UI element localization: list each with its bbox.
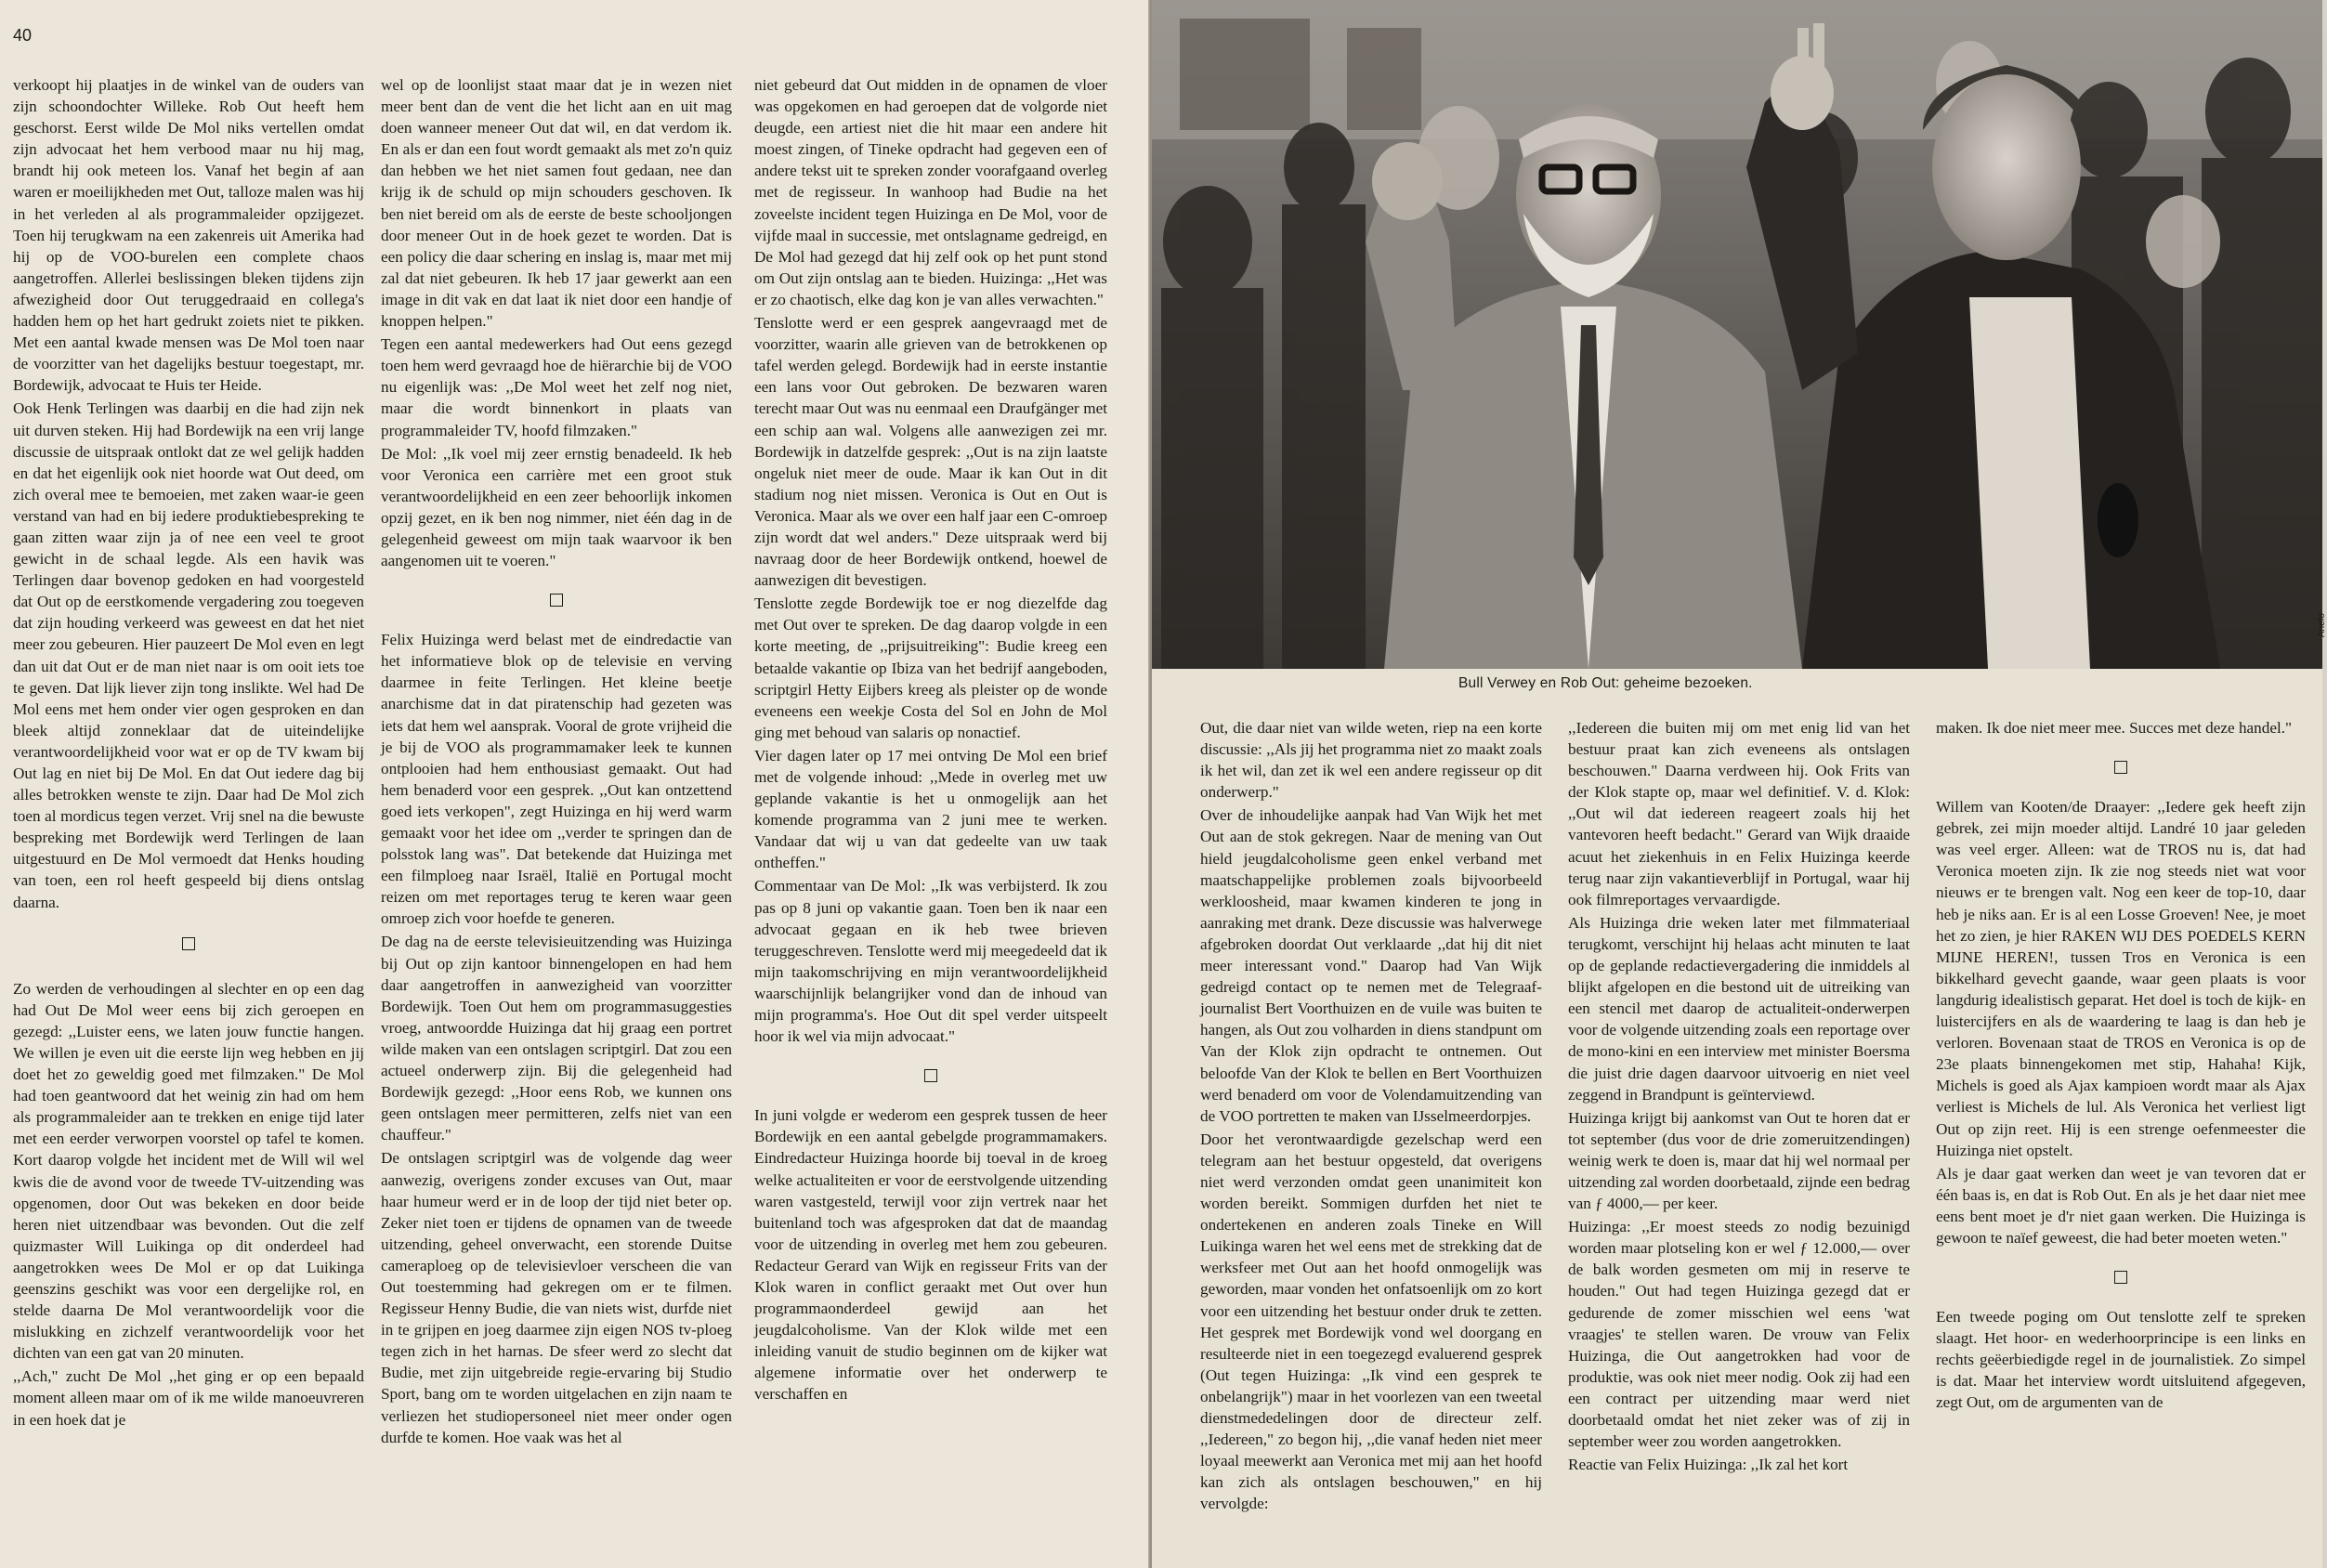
paragraph: niet gebeurd dat Out midden in de opnamen de vloer was opgekomen en had geroepen dat de volgorde niet deugde, een artiest niet die hit maar een andere hit moest zingen, of Tineke opdracht had gegeven een of andere tekst uit te spreken zonder voorafgaand overleg met de regisseur. In wanhoop had Budie na het zoveelste incident tegen Huizinga en De Mol, voor de vijfde maal in successie, met ontslagname gedreigd, en De Mol had gezegd dat hij zelf ook op het punt stond om Out zijn ontslag aan te bieden. Huizinga: ,,Het was er zo chaotisch, elke dag kon je van alles verwachten." xyxy=(754,76,1107,308)
section-separator xyxy=(550,594,563,607)
section-separator xyxy=(924,1069,937,1082)
paragraph: Tenslotte werd er een gesprek aangevraagd met de voorzitter, waarin alle grieven van de betrokkenen op tafel werden gelegd. Bordewijk had in eerste instantie een lans voor Out gebroken. De bezwaren waren terecht maar Out was nu eenmaal een Draufgänger met een schip aan wal. Volgens alle aanwezigen zei mr. Bordewijk in datzelfde gesprek: ,,Out is na zijn laatste ongeluk niet meer de oude. Maar ik kan Out in dit stadium nog niet missen. Veronica is Out en Out is Veronica. Maar als we over een half jaar een C-omroep zijn wordt dat wel anders." Deze uitspraak werd bij navraag door de heer Bordewijk ontkend, hoewel de aanwezigen dit bevestigen. xyxy=(754,314,1107,590)
left-column-1 xyxy=(13,74,364,1432)
paragraph: Out, die daar niet van wilde weten, riep na een korte discussie: ,,Als jij het programma niet zo maakt zoals ik het wil, dan zet ik wel een andere regisseur op dit onderwerp." xyxy=(1200,719,1542,802)
paragraph: Vier dagen later op 17 mei ontving De Mol een brief met de volgende inhoud: ,,Mede in overleg met uw geplande vakantie is het u onmogelijk aan het komende programma van 2 juni mee te werken. Vandaar dat wij u van dat gedeelte van uw taak ontheffen." xyxy=(754,746,1107,872)
paragraph: De dag na de eerste televisieuitzending was Huizinga bij Out op zijn kantoor binnengelopen en had hem daar aangetroffen in aanwezigheid van voorzitter Bordewijk. Toen Out hem om programmasuggesties vroeg, antwoordde Huizinga dat hij graag een portret wilde maken van een ontslagen scriptgirl. Dat zou een actueel onderwerp zijn. Bij die gelegenheid had Bordewijk gezegd: ,,Hoor eens Rob, we kunnen ons geen ontslagen meer permitteren, zelfs niet van een chauffeur." xyxy=(381,933,732,1144)
paragraph: Als Huizinga drie weken later met filmmateriaal terugkomt, verschijnt hij helaas acht minuten te laat op de geplande redactievergadering die inmiddels al blijkt afgelopen en die bestond uit de uitreiking van een stencil met daarop de actualiteit-onderwerpen voor de volgende uitzending zoals een reportage over de mono-kini en een interview met minister Boersma die juist drie dagen daarvoor uitvoerig en niet veel zeggend in Brandpunt is geïnterviewd. xyxy=(1568,913,1910,1104)
paragraph: Ook Henk Terlingen was daarbij en die had zijn nek uit durven steken. Hij had Bordewijk na een vrij lange discussie de uitspraak ontlokt dat ze wel gelijk hadden en dat het eigenlijk ook niet hoorde wat Out deed, om zich overal mee te bemoeien, met zaken waar-ie geen verstand van had en bij iedere produktiebespreking te gaan zitten waar zijn ja of nee een veel te groot gewicht in de schaal legde. Als een havik was Terlingen daar bovenop gedoken en had voorgesteld dat Out op de eerstkomende vergadering zou toegeven dat zijn houding verkeerd was geweest en dat het niet meer zou gebeuren. Hier pauzeert De Mol even en legt dan uit dat Out er de man niet naar is om ooit iets toe te geven. Dat lijk liever zijn tong inslikte. Wel had De Mol eens met hem onder vier ogen gesproken en dan bleek altijd zonneklaar dat de uiteindelijke verantwoordelijkheid voor wat er op de TV kwam bij Out lag en niet bij De Mol. En dat Out iedere dag bij alles betrokken wenste te zijn. Daar had De Mol zich toen al mordicus tegen verzet. Vrij snel na die bewuste bespreking met Bordewijk werd Terlingen de laan uitgestuurd en De Mol vermoedt dat Henks houding van toen, een rol heeft gespeeld bij diens ontslag daarna. xyxy=(13,399,364,911)
paragraph: Zo werden de verhoudingen al slechter en op een dag had Out De Mol weer eens bij zich geroepen en gezegd: ,,Luister eens, we laten jouw functie hangen. We willen je even uit die eerste lijn weg hebben en jij doet het zo geweldig goed met filmzaken." De Mol had toen geantwoord dat het weinig zin had om hem als programmaleider aan te trekken en enige tijd later met een eerder verworpen voorstel op tafel te komen. Kort daarop volgde het incident met de Will wil wel kwis die de avond voor de tweede TV-uitzending was opgenomen, door Out was bekeken en door beide heren niet uitzendbaar was bevonden. Out die zelf quizmaster Will Luikinga op dit onderdeel had aangetrokken wees De Mol er op dat Luikinga geenszins geschikt was voor een dergelijke rol, en stelde daarna De Mol verantwoordelijk voor die mislukking en zichzelf verantwoordelijk voor het dichten van een gat van 20 minuten. xyxy=(13,979,364,1363)
photo-caption: Bull Verwey en Rob Out: geheime bezoeken. xyxy=(1458,675,1753,691)
paragraph: wel op de loonlijst staat maar dat je in wezen niet meer bent dan de vent die het licht aan en uit mag doen wanneer meneer Out dat wil, en dat verdom ik. En als er dan een fout wordt gemaakt als met zo'n quiz dan hebben we het niet samen fout gedaan, nee dan krijg ik de schuld op mijn schouders geschoven. Ik ben niet bereid om als de eerste de beste schooljongen door meneer Out in de hoek gezet te worden. Dat is een policy die daar schering en inslag is, maar met mij zal dat niet gebeuren. Ik heb 17 jaar gewerkt aan een image in dit vak en dat laat ik niet door een handje of knoppen helpen." xyxy=(381,76,732,331)
right-page xyxy=(1152,0,2327,1568)
paragraph: De ontslagen scriptgirl was de volgende dag weer aanwezig, overigens zonder excuses van Out, maar haar humeur werd er in de loop der tijd niet beter op. Zeker niet toen er tijdens de opnamen van de tweede uitzending, geheel onverwacht, een storende Duitse cameraploeg op de televisievloer verscheen die van Out toestemming had gekregen om er te filmen. Regisseur Henny Budie, die van niets wist, durfde niet in te grijpen en joeg daarmee zijn eigen NOS tv-ploeg tegen zich in het harnas. De sfeer werd zo slecht dat Budie, met zijn uitgebreide regie-ervaring bij Studio Sport, bang om te worden uitgelachen en zijn naam te verliezen het studiopersoneel niet meer onder ogen durfde te komen. Hoe vaak was het al xyxy=(381,1149,732,1446)
paragraph: Door het verontwaardigde gezelschap werd een telegram aan het bestuur opgesteld, dat overigens niet werd verzonden omdat geen unanimiteit kon worden bereikt. Sommigen durfden het niet te ondertekenen en anderen zoals Tineke en Will Luikinga waren het wel eens met de strekking dat de werksfeer met Out aan het hoofd onmogelijk was geworden, maar vonden het onfatsoenlijk om zo kort voor een uitzending het bestuur onder druk te zetten. Het gesprek met Bordewijk vond wel doorgang en resulteerde niet in een toegezegd evaluerend gesprek (Out tegen Huizinga: ,,Ik vind een gesprek te onbelangrijk") maar in het voorlezen van een tweetal dienstmededelingen door de directeur zelf. ,,Iedereen," zo begon hij, ,,die vanaf heden niet meer loyaal meewerkt aan Veronica met mij aan het hoofd kan zich als ontslagen beschouwen," en hij vervolgde: xyxy=(1200,1130,1542,1513)
paragraph: Tenslotte zegde Bordewijk toe er nog diezelfde dag met Out over te spreken. De dag daarop volgde in een korte meeting, de ,,prijsuitreiking": Budie kreeg een betaalde vakantie op Ibiza van het bedrijf aangeboden, scriptgirl Hetty Eijbers kreeg als pleister op de wonde eveneens een weekje Costa del Sol en John de Mol ging met behoud van salaris op nonactief. xyxy=(754,595,1107,741)
section-separator xyxy=(2114,1271,2127,1284)
section-separator xyxy=(182,937,195,950)
left-column-2 xyxy=(381,74,732,1450)
paragraph: Commentaar van De Mol: ,,Ik was verbijsterd. Ik zou pas op 8 juni op vakantie gaan. Toen ben ik naar een advocaat gegaan en ik heb twee brieven teruggeschreven. Tenslotte werd mij meegedeeld dat ik mijn taakomschrijving en mijn verantwoordelijkheid waarschijnlijk belangrijker vond dan de inhoud van mijn programma's. Hoe Out dit spel verder uitspeelt hoor ik wel via mijn advocaat." xyxy=(754,877,1107,1046)
paragraph: De Mol: ,,Ik voel mij zeer ernstig benadeeld. Ik heb voor Veronica een carrière met een groot stuk verantwoordelijkheid en een zeer behoorlijk inkomen opzij gezet, en ik ben nog nimmer, niet één dag in de gelegenheid geweest om mijn taak waarvoor ik ben aangenomen uit te voeren." xyxy=(381,444,732,570)
paragraph: Huizinga krijgt bij aankomst van Out te horen dat er tot september (dus voor de drie zomeruitzendingen) weinig werk te doen is, maar dat hij wel normaal per uitzending zal worden doorbetaald, zijnde een bedrag van ƒ 4000,— per keer. xyxy=(1568,1108,1910,1213)
paragraph: Reactie van Felix Huizinga: ,,Ik zal het kort xyxy=(1568,1456,1849,1474)
right-column-2 xyxy=(1568,717,1910,1477)
paragraph: In juni volgde er wederom een gesprek tussen de heer Bordewijk en een aantal gebelgde programmamakers. Eindredacteur Huizinga hoorde bij toeval in de kroeg welke actualiteiten er voor de eerstvolgende uitzending waren vastgesteld, terwijl voor zijn vertrek naar het buitenland toch was afgesproken dat dat de maandag voor de uitzending in overleg met hem zou gebeuren. Redacteur Gerard van Wijk en regisseur Frits van der Klok waren in conflict geraakt met Out over hun programmaonderdeel gewijd aan het jeugdalcoholisme. Van der Klok wilde met een inleiding vanuit de studio beginnen om de kijker wat algemene informatie over het onderwerp te verschaffen en xyxy=(754,1106,1107,1404)
section-separator xyxy=(2114,761,2127,774)
paragraph: verkoopt hij plaatjes in de winkel van de ouders van zijn schoondochter Willeke. Rob Out heeft hem geschorst. Eerst wilde De Mol niks vertellen omdat zijn advocaat het hem verbood maar nu hij mag, brandt hij ook meteen los. Vanaf het begin af aan waren er moeilijkheden met Out, talloze malen was hij in het verleden al als programmaleider opzijgezet. Toen hij terugkwam na een zakenreis uit Amerika had hij op de VOO-burelen een complete chaos aangetroffen. Allerlei beslissingen bleken tijdens zijn afwezigheid door Out teruggedraaid en collega's hadden hem op het hart gedrukt zoiets niet te pikken. Met een aantal kwade mensen was De Mol toen naar de voorzitter van het dagelijks bestuur toegestapt, mr. Bordewijk, advocaat te Huis ter Heide. xyxy=(13,76,364,395)
paragraph: ,,Iedereen die buiten mij om met enig lid van het bestuur praat kan zich eveneens als ontslagen beschouwen." Daarna verdween hij. Ook Frits van der Klok stapte op, maar wel definitief. V. d. Klok: ,,Out wil dat iedereen reageert zoals hij het vantevoren heeft bedacht." Gerard van Wijk draaide acuut het ziekenhuis in en Felix Huizinga keerde terug naar zijn vakantieverblijf in Portugal, waar hij ook filmreportages vervaardigde. xyxy=(1568,719,1910,908)
photo-credit: Anefo xyxy=(2317,613,2327,638)
news-photo xyxy=(1152,0,2322,669)
paragraph: Felix Huizinga werd belast met de eindredactie van het informatieve blok op de televisie en verving daarmee in feite Terlingen. Het kleine beetje anarchisme dat in dat piratenschip had gezeten was iets dat hem wel aansprak. Vooral de grote vrijheid die je bij de VOO als programmamaker leek te kunnen ontplooien had hem enthousiast gemaakt. Out had hem benaderd voor een gesprek. ,,Out kan ontzettend goed iets verkopen", zegt Huizinga en hij werd warm gemaakt voor het idee om ,,verder te springen dan de polsstok lang was". Dat betekende dat Huizinga met een filmploeg naar Israël, Italië en Portugal mocht reizen om met reportages terug te keren waar geen omroep zich voor hoefde te generen. xyxy=(381,631,732,928)
page-number: 40 xyxy=(13,26,33,45)
paragraph: ,,Ach," zucht De Mol ,,het ging er op een bepaald moment alleen maar om of ik me wilde manoeuvreren in een hoek dat je xyxy=(13,1367,364,1429)
paragraph: Willem van Kooten/de Draayer: ,,Iedere gek heeft zijn gebrek, zei mijn moeder altijd. Landré 10 jaar geleden was veel erger. Alleen: wat de TROS nu is, dat had Veronica moeten zijn. Ik zie nog steeds niet wat voor nieuws er te brengen valt. Nog een keer de top-10, daar heb je niks aan. Er is al een Losse Groeven! Nee, je moet het zo zien, je hier RAKEN WIJ DES POEDELS KERN MIJNE HEREN!, tussen Tros en Veronica is een bikkelhard gevecht gaande, waar geen plaats is voor langdurig idealistisch geparat. Het doel is toch de kijk- en luistercijfers en als de waardering te laag is dan heb je verloren. Bovenaan staat de TROS en Veronica is op de 23e plaats binnengekomen met stip, Hahaha! Kijk, Michels is goed als Ajax kampioen wordt maar als Ajax verliest is Michels de lul. Als Veronica het verliest ligt Out op zijn reet. Hij is een strenge oefenmeester die Huizinga niet opstelt. xyxy=(1936,798,2306,1159)
paragraph: maken. Ik doe niet meer mee. Succes met deze handel." xyxy=(1936,719,2293,737)
left-column-3 xyxy=(754,74,1107,1407)
right-column-3 xyxy=(1936,717,2306,1416)
paragraph: Huizinga: ,,Er moest steeds zo nodig bezuinigd worden maar plotseling kon er wel ƒ 12.000,— over de balk worden gesmeten om mij in reserve te houden." Out had tegen Huizinga gezegd dat er gedurende de zomer misschien wel eens 'wat vraagjes' te stellen waren. De vrouw van Felix Huizinga, die Out aangetrokken had voor de produktie, was ook niet meer nodig. Ook zij had een een contract per uitzending maar werd niet doorbetaald omdat het niet zeker was of zij in september weer zou worden aangetrokken. xyxy=(1568,1218,1910,1451)
paragraph: Over de inhoudelijke aanpak had Van Wijk het met Out aan de stok gekregen. Naar de mening van Out hield jeugdalcoholisme geen enkel verband met maatschappelijke problemen zoals bijvoorbeeld werkloosheid, maar kwamen kinderen te jong in aanraking met drank. Deze discussie was halverwege afgebroken doordat Out verklaarde ,,dat hij dit niet meer interessant vond." Daarop had Van Wijk gedreigd contact op te nemen met de Telegraaf-journalist Bert Voorthuizen en de vuile was buiten te hangen, als Out zou volharden in diens standpunt om Van der Klok zijn opdracht te ontnemen. Out beloofde Van der Klok te bellen en Bert Voorthuizen werd benaderd om voor de Volendamuitzending van de VOO portretten te maken van IJsselmeerdorpjes. xyxy=(1200,806,1542,1125)
right-column-1 xyxy=(1200,717,1542,1516)
left-page xyxy=(0,0,1150,1568)
paragraph: Als je daar gaat werken dan weet je van tevoren dat er één baas is, en dat is Rob Out. En als je het daar niet mee eens bent moet je d'r niet gaan werken. Die Huizinga is gewoon te naïef geweest, die had beter moeten weten." xyxy=(1936,1164,2306,1247)
paragraph: Een tweede poging om Out tenslotte zelf te spreken slaagt. Het hoor- en wederhoorprincipe is een links en rechts geëerbiedigde regel in de journalistiek. Zo simpel is dat. Maar het interview wordt uitsluitend afgegeven, zegt Out, om de argumenten van de xyxy=(1936,1308,2306,1412)
paragraph: Tegen een aantal medewerkers had Out eens gezegd toen hem werd gevraagd hoe de hiërarchie bij de VOO nu eigenlijk was: ,,De Mol weet het zelf nog niet, maar die wordt binnenkort in plaats van programmaleider TV, hoofd filmzaken." xyxy=(381,335,732,439)
